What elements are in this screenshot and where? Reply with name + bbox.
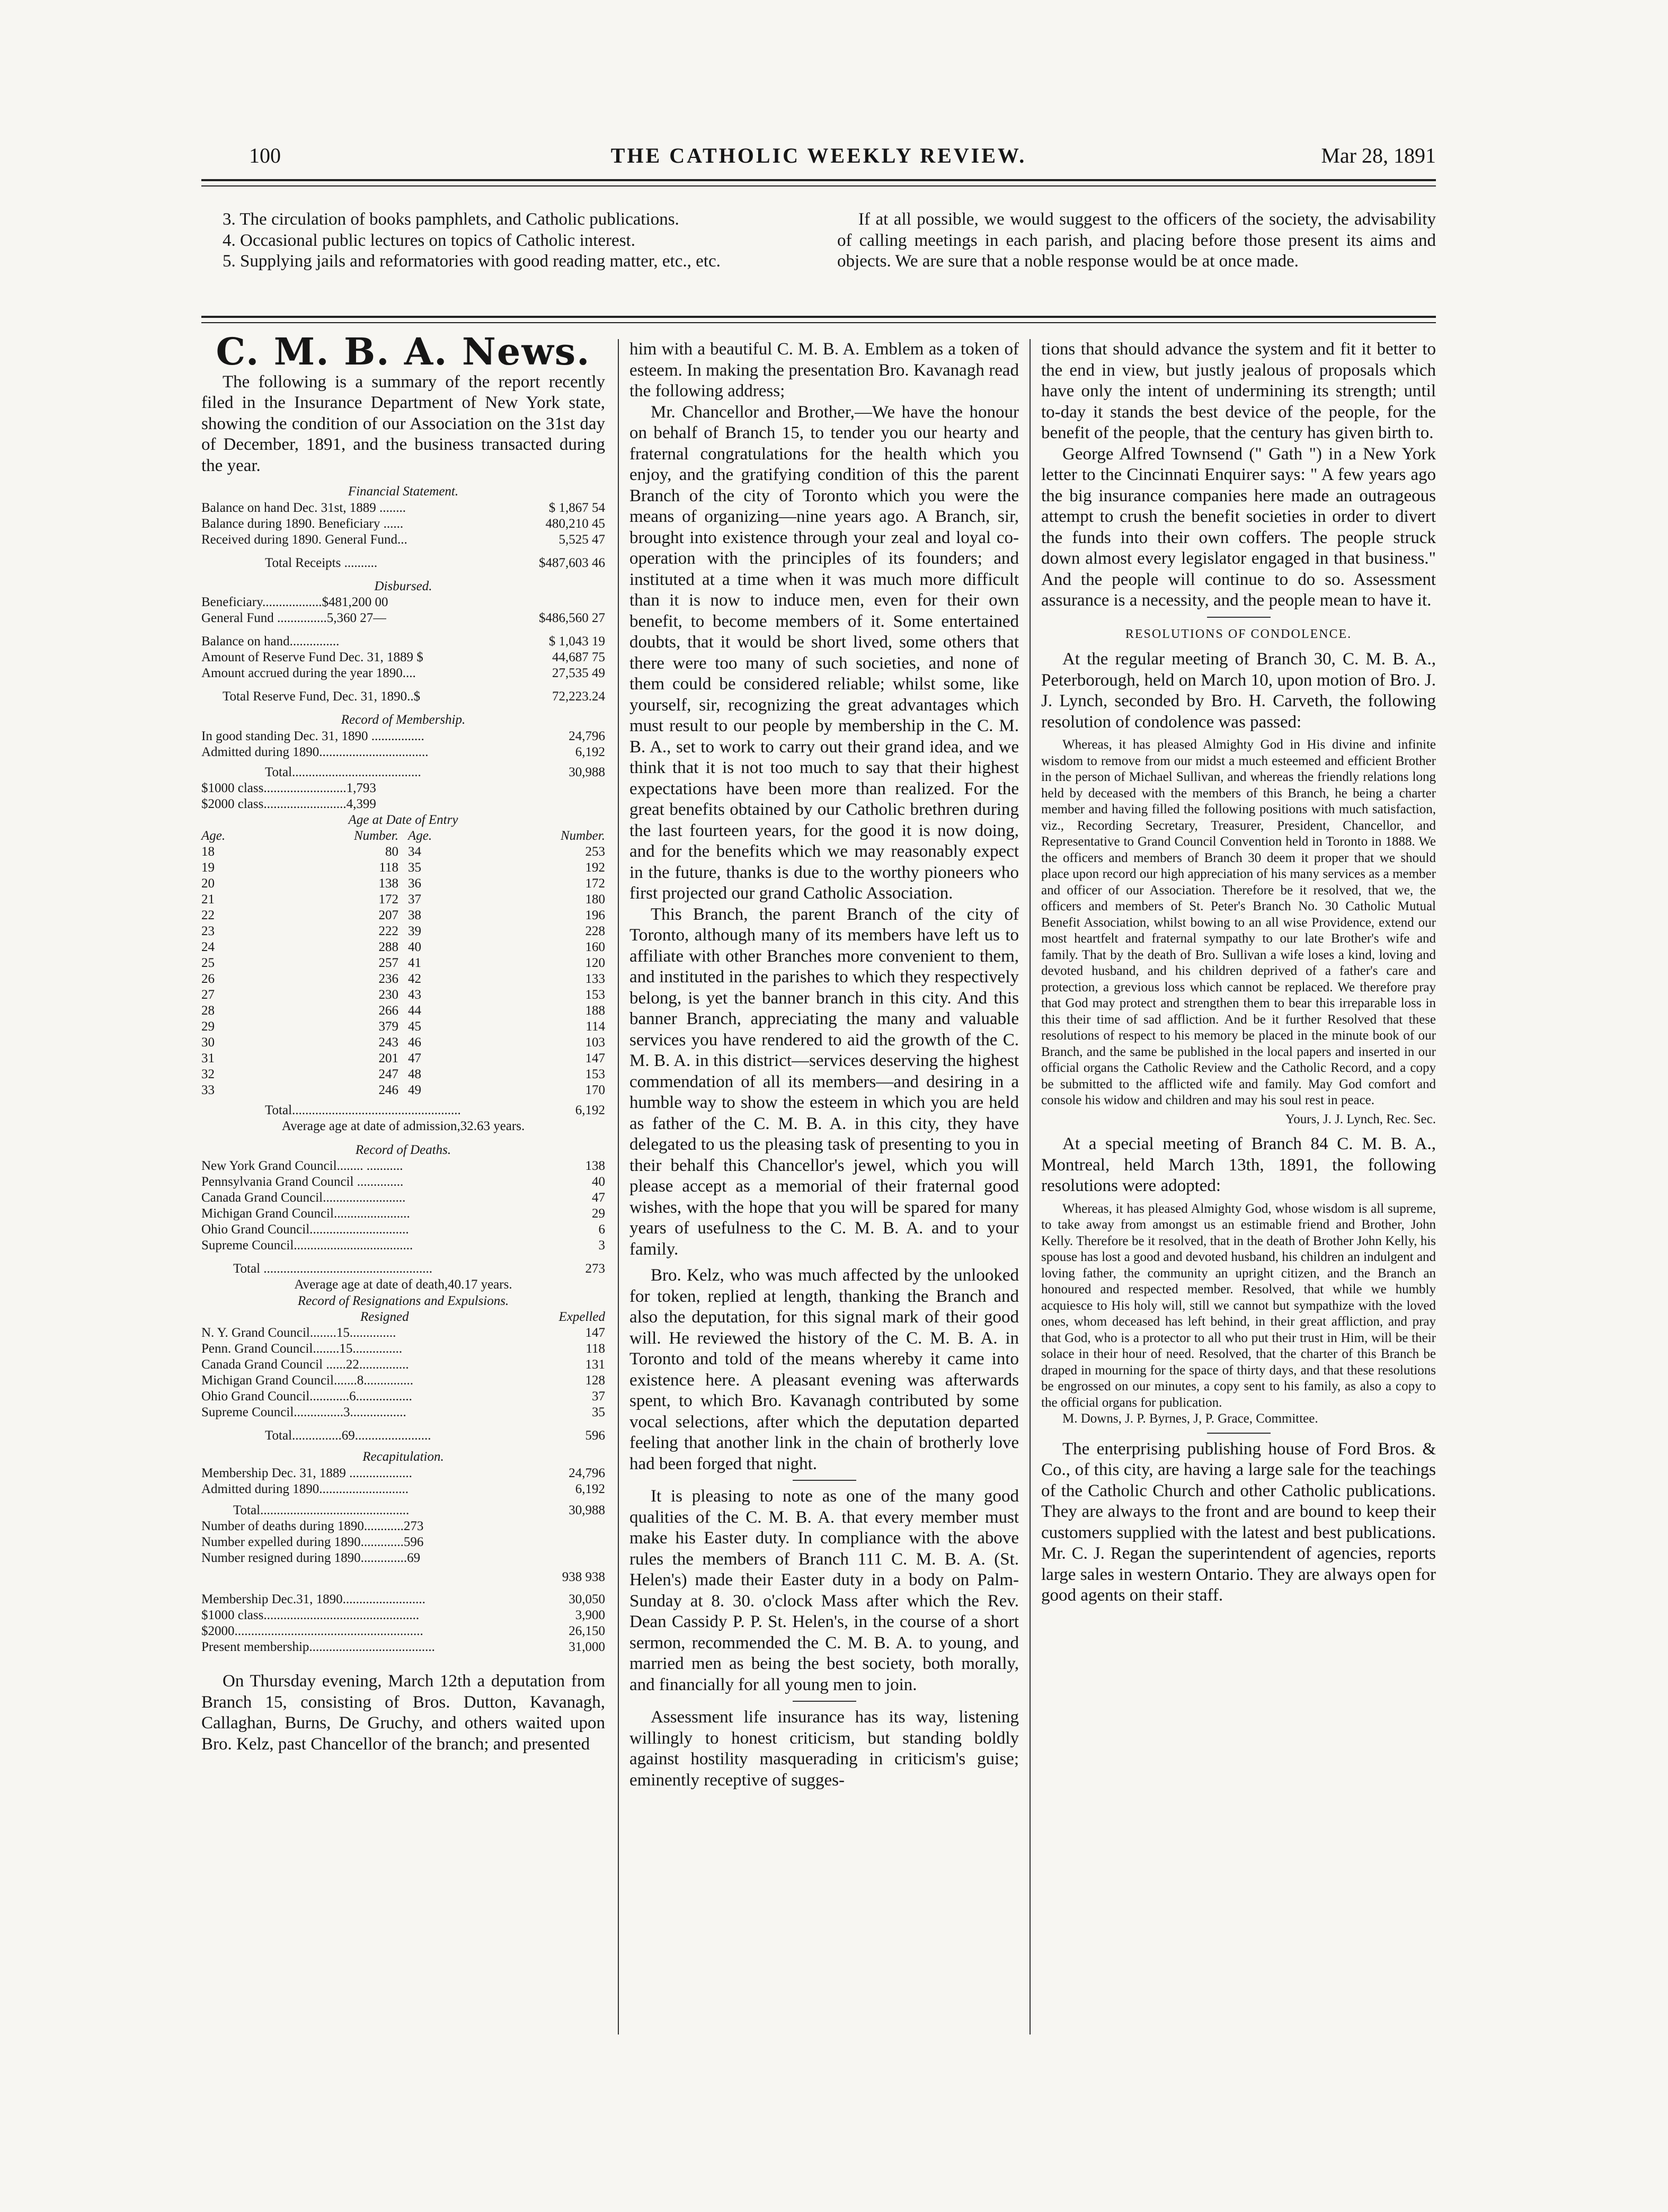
table-row: Number of deaths during 1890............273 [201, 1518, 424, 1533]
top-left-list [201, 209, 800, 272]
age-row: 22 207 [201, 908, 398, 922]
age-row: 30 243 [201, 1035, 398, 1050]
age-row: 35 192 [408, 860, 605, 875]
age-row: 25 257 [201, 956, 398, 970]
age-row: 21 172 [201, 892, 398, 907]
table-row: Balance on hand............... $ 1,043 19 [201, 634, 605, 649]
recap-938: 938 938 [562, 1569, 605, 1584]
issue-date: Mar 28, 1891 [1321, 144, 1436, 167]
age-row: 34 253 [408, 845, 605, 859]
thursday-paragraph: On Thursday evening, March 12th a deputation from Branch 15, consisting of Bros. Dutton, Kavanagh, Callaghan, Burns, De Gruchy, and others waited upon Bro. Kelz, past Chancellor of the branch; and presented [201, 1672, 605, 1754]
table-row: Supreme Council.................................... 3 [201, 1238, 605, 1252]
header-rule-thin [201, 185, 1436, 186]
financial-table [201, 500, 605, 548]
signature: Yours, J. J. Lynch, Rec. Sec. [1285, 1112, 1436, 1126]
paragraph: George Alfred Townsend (" Gath ") in a New York letter to the Cincinnati Enquirer says: " A few years ago the big insurance companies here made an outrageous attempt to crush the benefit societies in order to divert the funds into their own coffers. The people struck down almost every legislator engaged in that business." And the people will continue to do so. Assessment assurance is a necessity, and the people mean to have it. [1041, 444, 1436, 610]
table-row: Michigan Grand Council.......8............... 128 [201, 1373, 605, 1388]
table-row: Balance on hand Dec. 31st, 1889 ........ $ 1,867 54 [201, 500, 605, 515]
average-admission-age: Average age at date of admission,32.63 years. [281, 1119, 525, 1133]
section-rule-thin [201, 322, 1436, 323]
section-heading: C. M. B. A. News. [216, 330, 591, 374]
age-row: 23 222 [201, 924, 398, 938]
table-row: Admitted during 1890................................. 6,192 [201, 744, 605, 759]
recap-counts-table [201, 1518, 605, 1566]
age-row: 47 147 [408, 1051, 605, 1065]
age-row: 44 188 [408, 1003, 605, 1018]
table-row: Number expelled during 1890.............596 [201, 1534, 424, 1549]
resignations-head: Resigned Expelled [360, 1310, 605, 1324]
table-row: $1000 class.........................1,793 [201, 780, 376, 795]
separator [1207, 1433, 1271, 1434]
age-row: Age. Number. [201, 829, 398, 843]
age-row: 40 160 [408, 940, 605, 954]
list-item: 5. Supplying jails and reformatories with good reading matter, etc., etc. [223, 252, 721, 271]
resolution-text: Whereas, it has pleased Almighty God, whose wisdom is all supreme, to take away from amongst us an estimable friend and Brother, John Kelly. Therefore be it resolved, that in the death of Brother John Kelly, his spouse has lost a good and devoted husband, his children an indulgent and loving father, the community an upright citizen, and the Branch an honoured and respected member. Resolved, that while we humbly acquiesce to His holy will, still we cannot but sympathize with the loved ones, whom deceased has left behind, in their great affliction, and pray that God, who is a protector to all who put their trust in Him, will be their solace in their hour of need. Resolved, that the charter of this Branch be draped in mourning for the space of thirty days, and that these resolutions be engrossed on our minutes, a copy sent to his family, as also a copy to the official organs for publication. [1041, 1201, 1436, 1410]
resolutions-heading: RESOLUTIONS OF CONDOLENCE. [1125, 627, 1352, 641]
page-number: 100 [249, 144, 281, 167]
separator [1207, 617, 1271, 618]
deaths-table [201, 1158, 605, 1254]
paragraph: At the regular meeting of Branch 30, C. M. B. A., Peterborough, held on March 10, upon motion of Bro. J. J. Lynch, seconded by Bro. H. Carveth, the following resolution of condolence was passed: [1041, 650, 1436, 732]
resolution-text: Whereas, it has pleased Almighty God in His divine and infinite wisdom to remove from our midst a much esteemed and efficient Brother in the person of Michael Sullivan, and whereas the friendly relations long held by deceased with the members of this Branch, he being a charter member and having filled the following positions with much satisfaction, viz., Recording Secretary, Treasurer, President, Chancellor, and Representative to Grand Council Convention held in Toronto in 1888. We the officers and members of Branch 30 deem it proper that we should place upon record our high appreciation of his many services as a member and officer of our Association. Therefore be it resolved, that we, the officers and members of St. Peter's Branch No. 30 Catholic Mutual Benefit Association, whilst bowing to an all wise Providence, extend our most heartfelt and fraternal sympathy to our late Brother's wife and family. That by the death of Bro. Sullivan a wife loses a kind, loving and devoted husband, and his children deprived of a father's care and protection, a grevious loss which cannot be replaced. We therefore pray that God may protect and strengthen them to bear this irreparable loss in this their time of sad affliction. And be it further Resolved that these resolutions of respect to his memory be placed in the minute book of our Branch, and the same be published in the local papers and inserted in our official organs the Catholic Review and the Catholic Record, and a copy be submitted to the afflicted wife and family. May God comfort and console his widow and children and may his soul rest in peace. [1041, 738, 1436, 1107]
table-row: $1000 class............................................... 3,900 [201, 1608, 605, 1622]
table-row: $2000......................................................... 26,150 [201, 1624, 605, 1638]
reserve-total-row: Total Reserve Fund, Dec. 31, 1890..$ 72,223.24 [223, 689, 605, 704]
table-row: Ohio Grand Council............6................. 37 [201, 1389, 605, 1403]
resignations-total-row: Total...............69....................... 596 [265, 1428, 605, 1443]
age-row: 20 138 [201, 876, 398, 891]
table-row: Present membership...................................... 31,000 [201, 1640, 605, 1654]
paragraph: This Branch, the parent Branch of the city of Toronto, although many of its members have left us to affiliate with other Branches more convenient to them, and instituted in the parishes to which they respectively belong, is yet the banner branch in this city. And this banner Branch, appreciating the many and valuable services you have rendered to aid the growth of the C. M. B. A. in this district—services deserving the highest commendation of all its members—and desiring in a humble way to show the esteem in which you are held as father of the C. M. B. A. in this city, they have delegated to us the pleasing task of presenting to you in their behalf this Chancellor's jewel, which you will please accept as a memorial of their fraternal good wishes, with the hope that you will be spared for many years of usefulness to the C. M. B. A. and to your family. [629, 904, 1019, 1259]
age-row: 24 288 [201, 940, 398, 954]
paragraph: It is pleasing to note as one of the many good qualities of the C. M. B. A. that every member must make his Easter duty. In compliance with the above rules the members of Branch 111 C. M. B. A. (St. Helen's) made their Easter duty in a body on Palm-Sunday at 8. 30. o'clock Mass after which the Rev. Dean Cassidy P. P. St. Helen's, in the course of a short sermon, recommended the C. M. B. A. to young, and married men as being the best society, both morally, and financially for all young men to join. [629, 1487, 1019, 1694]
table-row: In good standing Dec. 31, 1890 ................ 24,796 [201, 729, 605, 743]
disbursed-title: Disbursed. [374, 579, 432, 593]
paragraph: him with a beautiful C. M. B. A. Emblem as a token of esteem. In making the presentation Bro. Kavanagh read the following address; [629, 340, 1019, 401]
table-row: Balance during 1890. Beneficiary ...... 480,210 45 [201, 516, 605, 531]
column-3 [1041, 339, 1436, 1606]
list-item: 3. The circulation of books pamphlets, and Catholic publications. [223, 210, 679, 229]
table-row: Number resigned during 1890..............69 [201, 1550, 421, 1565]
table-row: N. Y. Grand Council........15.............. 147 [201, 1326, 605, 1340]
list-item: 4. Occasional public lectures on topics of Catholic interest. [223, 230, 635, 250]
disbursed-table [201, 594, 605, 626]
table-row: Canada Grand Council ......22............... 131 [201, 1357, 605, 1372]
column-2 [629, 339, 1019, 1791]
paragraph: The enterprising publishing house of Ford Bros. & Co., of this city, are having a large sale for the teachings of the Catholic Church and other Catholic publications. They are always to the front and are bound to keep their customers supplied with the latest and best publications. Mr. C. J. Regan the superintendent of agencies, reports large sales in western Ontario. They are always open for good agents on their staff. [1041, 1439, 1436, 1605]
deaths-title: Record of Deaths. [355, 1142, 451, 1157]
table-row: Canada Grand Council......................... 47 [201, 1191, 605, 1205]
class-table [201, 780, 605, 812]
total-receipts-row: Total Receipts .......... $487,603 46 [265, 555, 605, 570]
table-row: Membership Dec. 31, 1889 ................... 24,796 [201, 1465, 605, 1480]
table-row: Membership Dec.31, 1890......................... 30,050 [201, 1592, 605, 1606]
resignations-title: Record of Resignations and Expulsions. [297, 1293, 509, 1308]
age-row: 37 180 [408, 892, 605, 907]
column-1 [201, 330, 605, 1755]
membership-title: Record of Membership. [341, 713, 466, 727]
average-death-age: Average age at date of death,40.17 years. [294, 1277, 512, 1292]
age-row: 38 196 [408, 908, 605, 922]
table-row: Amount of Reserve Fund Dec. 31, 1889 $ 44,687 75 [201, 650, 605, 664]
age-row: 49 170 [408, 1083, 605, 1097]
separator [793, 1701, 856, 1702]
section-rule [201, 316, 1436, 318]
table-row: Penn. Grand Council........15............... 118 [201, 1342, 605, 1356]
age-row: Age. Number. [408, 829, 605, 843]
age-row: 32 247 [201, 1067, 398, 1081]
age-row: 39 228 [408, 924, 605, 938]
age-row: 19 118 [201, 860, 398, 875]
table-row: General Fund ...............5,360 27— $486,560 27 [201, 611, 605, 625]
age-row: 42 133 [408, 972, 605, 986]
table-row: Michigan Grand Council....................... 29 [201, 1206, 605, 1221]
final-table [201, 1592, 605, 1655]
column-divider [618, 339, 619, 2035]
age-row: 48 153 [408, 1067, 605, 1081]
age-row: 27 230 [201, 988, 398, 1002]
table-row: Ohio Grand Council.............................. 6 [201, 1222, 605, 1237]
age-row: 45 114 [408, 1019, 605, 1034]
age-row: 31 201 [201, 1051, 398, 1065]
separator [793, 1480, 856, 1481]
age-title: Age at Date of Entry [348, 812, 458, 827]
age-row: 26 236 [201, 972, 398, 986]
membership-table [201, 729, 605, 760]
recap-title: Recapitulation. [362, 1450, 444, 1464]
paragraph: tions that should advance the system and fit it better to the end in view, but justly jealous of proposals which have only the intent of undermining its strength; until to-day it stands the best device of the people, for the benefit of the people, that the century has given birth to. [1041, 340, 1436, 442]
age-row: 36 172 [408, 876, 605, 891]
age-row: 28 266 [201, 1003, 398, 1018]
paragraph: At a special meeting of Branch 84 C. M. B. A., Montreal, held March 13th, 1891, the following resolutions were adopted: [1041, 1134, 1436, 1195]
age-row: 41 120 [408, 956, 605, 970]
recap-total-row: Total............................................. 30,988 [233, 1503, 605, 1517]
address-paragraph: Mr. Chancellor and Brother,—We have the honour on behalf of Branch 15, to tender you our hearty and fraternal congratulations for the health which you enjoy, and the gratifying condition of this the parent Branch of the city of Toronto which you were the means of organizing—nine years ago. A Branch, sir, brought into existence through your zeal and loyal co-operation with the principles of its founders; and instituted at a time when it was much more difficult than it is now to induce men, even for their own benefit, to become members of it. Some entertained doubts, that it would be short lived, some others that there were too many of such societies, and none of them could be considered reliable; whilst some, like yourself, sir, recognizing the great advantages which must result to our people by membership in the C. M. B. A., set to work to carry out their grand idea, and we think that it is not too much to say that their highest expectations have been more than realized. For the great benefits obtained by our Catholic brethren during the last fourteen years, for the good it is now doing, and for the benefits which we may reasonably expect in the future, thanks is due to the worthy pioneers who first projected our grand Catholic Association. [629, 402, 1019, 903]
age-row: 29 379 [201, 1019, 398, 1034]
paragraph: Bro. Kelz, who was much affected by the unlooked for token, replied at length, thanking the Branch and also the deputation, for this signal mark of their good will. He reviewed the history of the C. M. B. A. in Toronto and told of the means whereby it came into existence here. A pleasant evening was afterwards spent, to which Bro. Kavanagh contributed by some vocal selections, after which the deputation departed feeling that another link in the chain of brotherly love had been forged that night. [629, 1266, 1019, 1473]
age-total-row: Total................................................... 6,192 [265, 1103, 605, 1117]
age-row: 33 246 [201, 1083, 398, 1097]
table-row: Beneficiary..................$481,200 00 [201, 595, 388, 609]
age-table [201, 828, 605, 1098]
table-row: Received during 1890. General Fund... 5,525 47 [201, 532, 605, 547]
age-row: 43 153 [408, 988, 605, 1002]
table-row: $2000 class.........................4,399 [201, 796, 376, 811]
age-row: 46 103 [408, 1035, 605, 1050]
age-row: 18 80 [201, 845, 398, 859]
committee-signature: M. Downs, J. P. Byrnes, J, P. Grace, Committee. [1062, 1411, 1318, 1426]
table-row: Supreme Council...............3................. 35 [201, 1405, 605, 1419]
page-header [201, 143, 1436, 175]
table-row: Pennsylvania Grand Council .............. 40 [201, 1175, 605, 1189]
financial-title: Financial Statement. [348, 484, 459, 499]
header-rule [201, 179, 1436, 181]
balance-table [201, 634, 605, 681]
deaths-total-row: Total ................................................... 273 [233, 1262, 605, 1276]
resignations-table [201, 1325, 605, 1420]
top-right-paragraph: If at all possible, we would suggest to the officers of the society, the advisability of calling meetings in each parish, and placing before those present its aims and objects. We are sure that a noble response would be at once made. [837, 210, 1436, 271]
table-row: New York Grand Council........ ........... 138 [201, 1159, 605, 1173]
table-row: Amount accrued during the year 1890.... 27,535 49 [201, 666, 605, 680]
paragraph: Assessment life insurance has its way, listening willingly to honest criticism, but standing boldly against hostility masquerading in criticism's guise; eminently receptive of sugges- [629, 1708, 1019, 1790]
table-row: Admitted during 1890........................... 6,192 [201, 1481, 605, 1496]
recap-table [201, 1465, 605, 1497]
membership-total-row: Total....................................... 30,988 [265, 765, 605, 779]
publication-title: THE CATHOLIC WEEKLY REVIEW. [610, 144, 1027, 167]
column-divider [1030, 339, 1031, 2035]
intro-paragraph: The following is a summary of the report recently filed in the Insurance Department of New York state, showing the condition of our Association on the 31st day of December, 1891, and the business transacted during the year. [201, 372, 605, 475]
